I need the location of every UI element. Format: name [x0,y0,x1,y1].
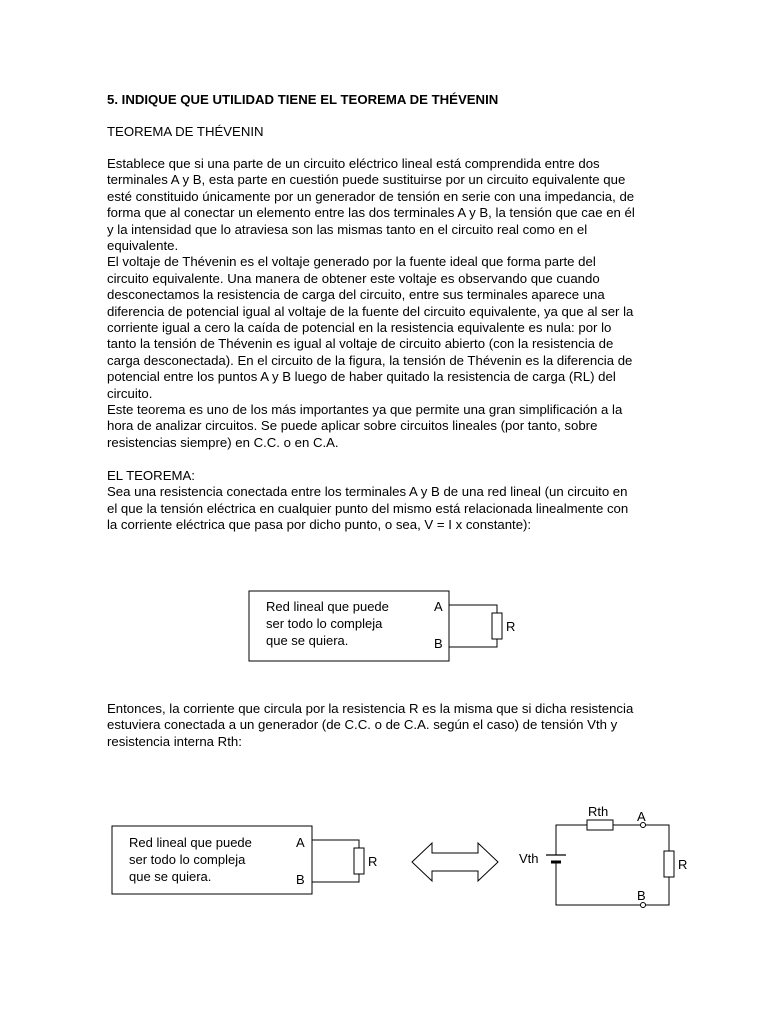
equiv-terminal-b-label: B [637,888,646,903]
intro-line: desconectamos la resistencia de carga del circuito, entre sus terminales aparece una [107,287,605,303]
intro-line: terminales A y B, esta parte en cuestión puede sustituirse por un circuito equivalente que [107,172,626,188]
rth-label: Rth [588,804,609,819]
resistor-label: R [368,854,378,869]
intro-line: potencial entre los puntos A y B luego de haber quitado la resistencia de carga (RL) del [107,369,616,385]
vth-label: Vth [519,851,539,866]
then-line: estuviera conectada a un generador (de C.C. o de C.A. según el caso) de tensión Vth y [107,717,618,733]
load-resistor [354,848,364,874]
network-box-line: Red lineal que puede [129,835,252,850]
then-line: resistencia interna Rth: [107,733,242,749]
intro-line: circuito equivalente. Una manera de obtener este voltaje es observando que cuando [107,270,600,286]
theorem-line: el que la tensión eléctrica en cualquier punto del mismo está relacionada linealmente con [107,500,629,516]
intro-line: corriente igual a cero la caída de potencial en la resistencia equivalente es nula: por lo [107,320,612,335]
then-line: Entonces, la corriente que circula por la resistencia R es la misma que si dicha resistencia [107,701,634,716]
network-box-line: que se quiera. [266,633,349,648]
equiv-load-resistor [664,851,674,877]
network-box-line: ser todo lo compleja [129,852,246,867]
intro-line: resistencias siempre) en C.C. o en C.A. [107,434,339,450]
terminal-a-label: A [296,835,305,850]
section-title: TEOREMA DE THÉVENIN [107,124,264,139]
equiv-bottom-wire [556,862,669,905]
double-arrow-icon [412,843,498,881]
intro-line: Establece que si una parte de un circuito eléctrico lineal está comprendida entre dos [107,156,600,171]
terminal-b-label: B [296,872,305,887]
equiv-terminal-a-label: A [637,809,646,824]
equiv-load-label: R [678,857,688,872]
intro-line: y la intensidad que lo atraviesa son las mismas tanto en el circuito real como en el [107,221,588,237]
network-box-line: Red lineal que puede [266,599,389,614]
intro-line: Este teorema es uno de los más importantes ya que permite una gran simplificación a la [107,402,623,417]
intro-line: esté constituido únicamente por un generador de tensión en serie con una impedancia, de [107,188,635,204]
equiv-left-top-wire [556,825,587,855]
intro-line: diferencia de potencial igual al voltaje de la fuente del circuito equivalente, ya que al ser la [107,303,634,319]
rth-resistor [587,820,613,830]
theorem-line: la corriente eléctrica que pasa por dicho punto, o sea, V = I x constante): [107,517,532,533]
question-heading: 5. INDIQUE QUE UTILIDAD TIENE EL TEOREMA DE THÉVENIN [107,92,499,107]
intro-line: carga desconectada). En el circuito de la figura, la tensión de Thévenin es la diferencia de [107,352,633,368]
terminal-a-label: A [434,599,443,614]
intro-line: equivalente. [107,238,179,253]
resistor-label: R [506,619,516,634]
intro-line: hora de analizar circuitos. Se puede aplicar sobre circuitos lineales (por tanto, sobre [107,418,598,434]
network-box-line: ser todo lo compleja [266,616,383,631]
theorem-line: Sea una resistencia conectada entre los terminales A y B de una red lineal (un circuito en [107,484,628,500]
top-wire [312,840,359,848]
theorem-label: EL TEOREMA: [107,468,195,483]
terminal-b-node [641,903,646,908]
intro-line: circuito. [107,385,153,401]
bottom-wire [312,874,359,882]
terminal-b-label: B [434,636,443,651]
intro-line: El voltaje de Thévenin es el voltaje generado por la fuente ideal que forma parte del [107,254,596,270]
equiv-top-wire [613,825,669,851]
intro-line: tanto la tensión de Thévenin es igual al voltaje de circuito abierto (con la resistencia de [107,336,614,352]
intro-line: forma que al conectar un elemento entre las dos terminales A y B, la tensión que cae en él [107,205,635,221]
network-box-line: que se quiera. [129,869,212,884]
